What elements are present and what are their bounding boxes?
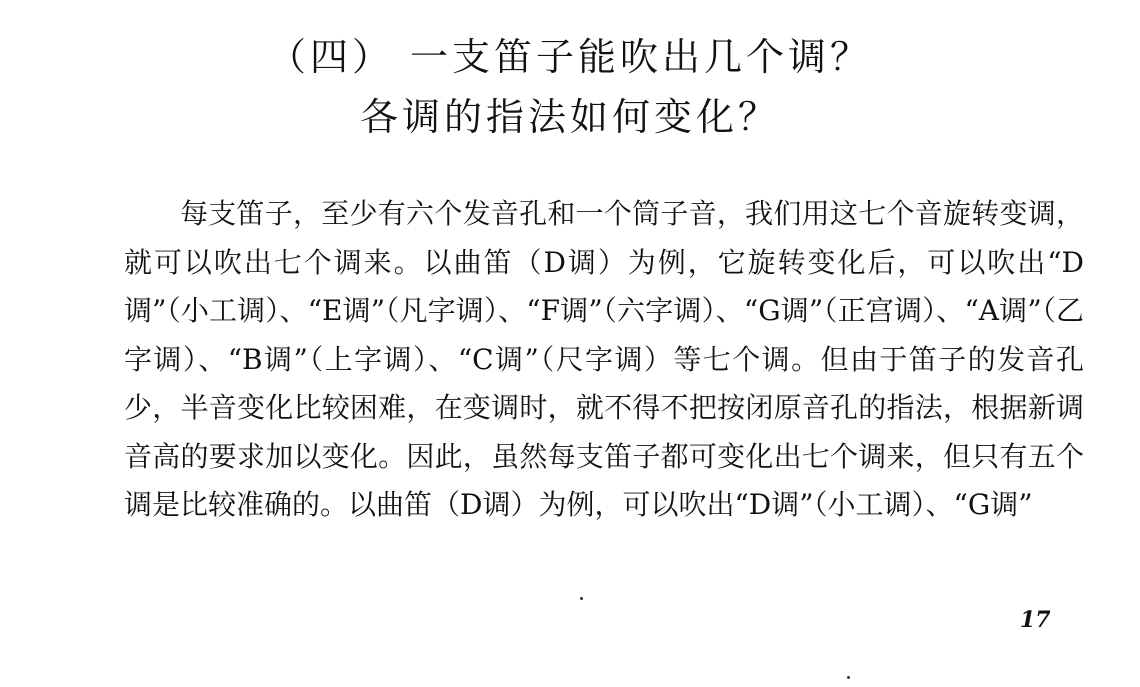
scan-speck <box>847 676 850 679</box>
section-title-line-2: 各调的指法如何变化？ <box>359 95 780 139</box>
scan-speck <box>580 597 583 600</box>
body-text <box>124 190 1084 530</box>
page-number: 17 <box>1020 607 1051 633</box>
body-paragraph: 每支笛子，至少有六个发音孔和一个筒子音，我们用这七个音旋转变调，就可以吹出七个调来。以曲笛（D调）为例，它旋转变化后，可以吹出“D调”（小工调）、“E调”（凡字调）、“F调”（六字调）、“G调”（正宫调）、“A调”（乙字调）、“B调”（上字调）、“C调”（尺字调）等七个调。但由于笛子的发音孔少，半音变化比较困难，在变调时，就不得不把按闭原音孔的指法，根据新调音高的要求加以变化。因此，虽然每支笛子都可变化出七个调来，但只有五个调是比较准确的。以曲笛（D调）为例，可以吹出“D调”（小工调）、“G调” <box>124 197 1084 521</box>
section-title-line-1: （四） 一支笛子能吹出几个调？ <box>267 35 873 79</box>
